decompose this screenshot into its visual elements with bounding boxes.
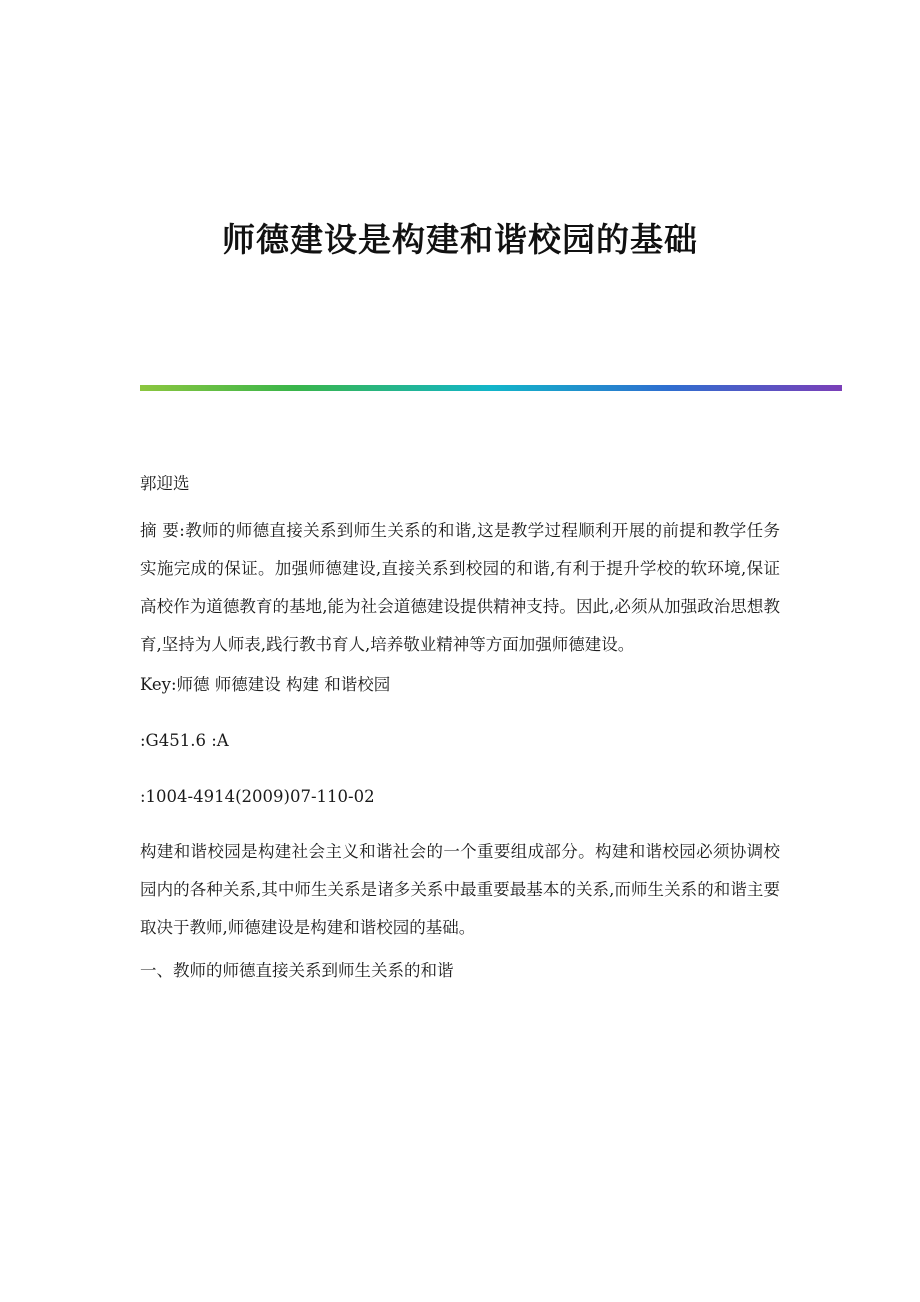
document-body	[140, 470, 780, 985]
keywords-line: Key:师德 师德建设 构建 和谐校园	[140, 675, 391, 694]
abstract-text: 教师的师德直接关系到师生关系的和谐,这是教学过程顺利开展的前提和教学任务实施完成的保证。加强师德建设,直接关系到校园的和谐,有利于提升学校的软环境,保证高校作为道德教育的基地,能为社会道德建设提供精神支持。因此,必须从加强政治思想教育,坚持为人师表,践行教书育人,培养敬业精神等方面加强师德建设。	[140, 521, 780, 654]
author-name: 郭迎选	[140, 474, 190, 493]
document-number-line: :1004-4914(2009)07-110-02	[140, 787, 375, 806]
document-title: 师德建设是构建和谐校园的基础	[222, 220, 698, 259]
classification-line: :G451.6 :A	[140, 731, 229, 750]
section-heading: 一、教师的师德直接关系到师生关系的和谐	[140, 961, 454, 980]
abstract-paragraph	[140, 512, 780, 664]
gradient-divider	[140, 385, 842, 391]
abstract-label: 摘 要:	[140, 521, 185, 540]
intro-paragraph: 构建和谐校园是构建社会主义和谐社会的一个重要组成部分。构建和谐校园必须协调校园内的各种关系,其中师生关系是诸多关系中最重要最基本的关系,而师生关系的和谐主要取决于教师,师德建设是构建和谐校园的基础。	[140, 842, 780, 937]
